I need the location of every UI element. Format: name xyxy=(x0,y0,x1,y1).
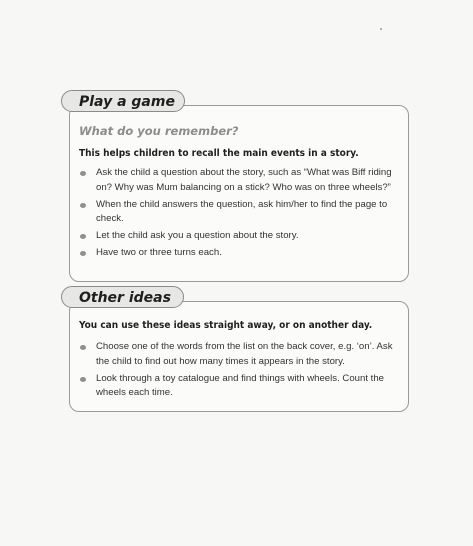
list-item-text: When the child answers the question, ask him/her to find the page to check. xyxy=(96,198,388,225)
list-item xyxy=(79,229,401,244)
other-ideas-list xyxy=(79,340,401,403)
section-title-other-ideas: Other ideas xyxy=(61,286,184,308)
section-subtitle: What do you remember? xyxy=(79,124,239,138)
list-item xyxy=(79,198,401,228)
bullet-icon xyxy=(80,203,86,208)
list-item xyxy=(79,372,401,402)
list-item-text: Let the child ask you a question about the story. xyxy=(96,230,299,242)
list-item-text: Have two or three turns each. xyxy=(96,246,222,258)
list-item xyxy=(79,340,401,370)
bullet-icon xyxy=(80,251,86,256)
section-intro: You can use these ideas straight away, or on another day. xyxy=(79,320,373,331)
list-item-text: Look through a toy catalogue and find things with wheels. Count the wheels each time. xyxy=(96,372,385,399)
bullet-icon xyxy=(80,234,86,239)
bullet-icon xyxy=(80,345,86,350)
section-title-play-a-game: Play a game xyxy=(61,90,185,112)
play-a-game-list xyxy=(79,166,401,263)
list-item-text: Choose one of the words from the list on the back cover, e.g. ‘on’. Ask the child to find out how many times it appears in the story. xyxy=(96,341,393,367)
section-intro: This helps children to recall the main events in a story. xyxy=(79,148,359,159)
bullet-icon xyxy=(80,377,86,382)
list-item-text: Ask the child a question about the story, such as “What was Biff riding on? Why was Mum balancing on a stick? Who was on three wheels?” xyxy=(96,167,392,193)
print-mark xyxy=(380,28,382,30)
list-item xyxy=(79,166,401,196)
bullet-icon xyxy=(80,171,86,176)
list-item xyxy=(79,246,401,261)
